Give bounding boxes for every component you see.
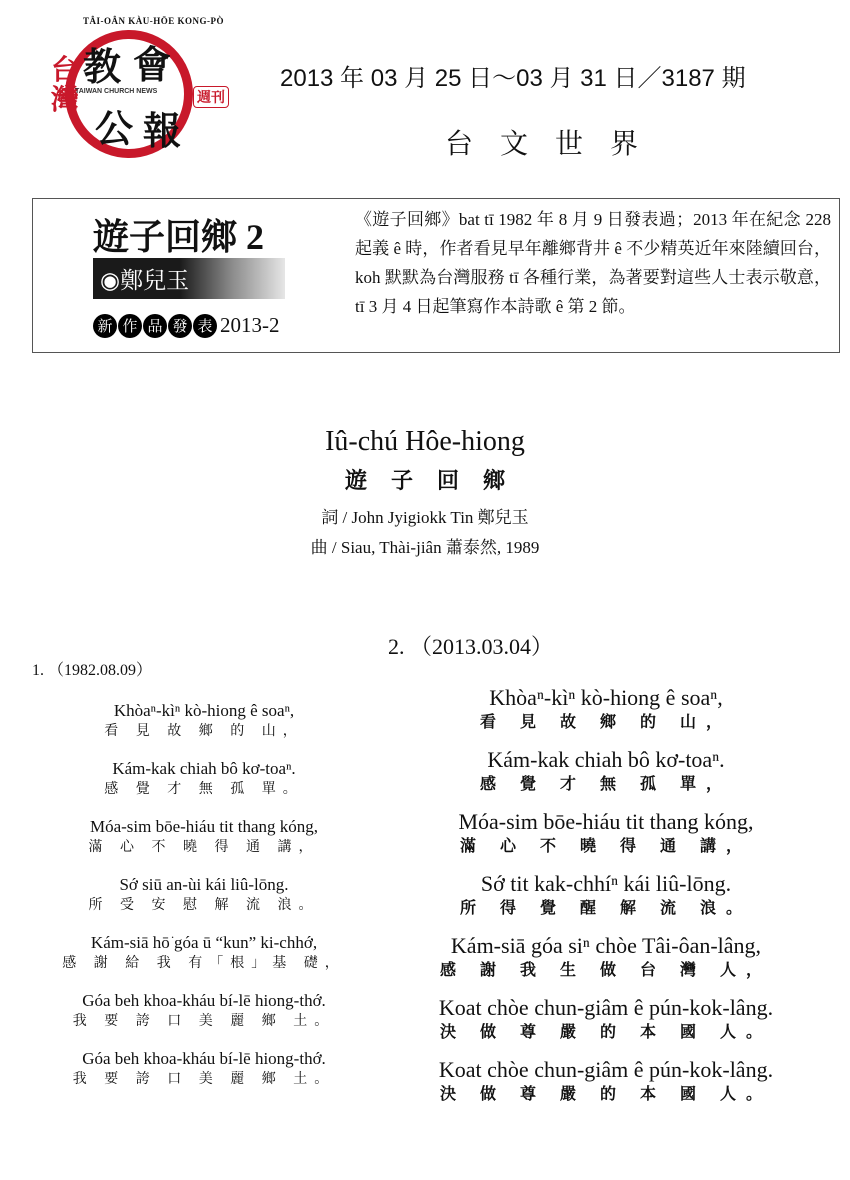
romanized-lyric: Móa-sim bōe-hiáu tit thang kóng, [89, 817, 319, 836]
romanized-lyric: Koat chòe chun-giâm ê pún-kok-lâng. [438, 995, 774, 1020]
newspaper-logo [51, 16, 255, 166]
chinese-lyric: 滿 心 不 曉 得 通 講， [459, 838, 752, 855]
verse-line [376, 808, 836, 858]
song-title-romanized: Iû-chú Hôe-hiong [325, 426, 525, 457]
poem-box-title: 遊子回鄉 2 [93, 217, 265, 257]
chinese-lyric: 決 做 尊 嚴 的 本 國 人。 [439, 1024, 772, 1041]
romanized-lyric: Kám-siā góa siⁿ chòe Tâi-ôan-lâng, [450, 933, 762, 958]
verse-1 [24, 700, 384, 1106]
romanized-lyric: Sớ tit kak-chhíⁿ kái liû-lōng. [480, 871, 732, 896]
chinese-lyric: 滿 心 不 曉 得 通 講， [88, 840, 320, 855]
romanized-lyric: Móa-sim bōe-hiáu tit thang kóng, [458, 809, 754, 834]
author-name: ◉鄭兒玉 [100, 267, 190, 293]
issue-date: 2013 年 03 月 25 日～03 月 31 日／3187 期 [280, 65, 746, 92]
logo-char-4: 報 [143, 111, 182, 153]
chinese-lyric: 看 見 故 鄉 的 山， [479, 714, 732, 731]
verse-line [24, 874, 384, 916]
romanized-lyric: Sớ siū an-ùi kái liû-lōng. [119, 875, 289, 894]
verse-line [24, 1048, 384, 1090]
verse-line [376, 932, 836, 982]
chinese-lyric: 決 做 尊 嚴 的 本 國 人。 [439, 1086, 772, 1103]
chinese-lyric: 感 謝 給 我 有「根」基 礎， [62, 956, 346, 971]
new-works-label [93, 313, 280, 338]
romanized-lyric: Koat chòe chun-giâm ê pún-kok-lâng. [438, 1057, 774, 1082]
new-works-char: 品 [143, 314, 167, 338]
chinese-lyric: 感 謝 我 生 做 台 灣 人， [439, 962, 772, 979]
chinese-lyric: 感 覺 才 無 孤 單。 [104, 782, 304, 797]
chinese-lyric: 看 見 故 鄉 的 山， [104, 724, 304, 739]
logo-weekly-badge: 週刊 [193, 86, 229, 108]
chinese-lyric: 所 受 安 慰 解 流 浪。 [88, 898, 320, 913]
author-banner [93, 258, 285, 299]
new-works-char: 表 [193, 314, 217, 338]
chinese-lyric: 我 要 誇 口 美 麗 鄉 土。 [72, 1072, 336, 1087]
verse-line [376, 994, 836, 1044]
verse-line [376, 1056, 836, 1106]
romanized-lyric: Kám-kak chiah bô kơ-toaⁿ. [487, 747, 725, 772]
new-works-year: 2013-2 [220, 313, 280, 337]
logo-romanized-title: TÂI-OÂN KÀU-HŌE KONG-PÒ [83, 16, 224, 26]
romanized-lyric: Góa beh khoa-kháu bí-lē hiong-thớ. [82, 1049, 326, 1068]
romanized-lyric: Góa beh khoa-kháu bí-lē hiong-thớ. [82, 991, 326, 1010]
romanized-lyric: Kám-siā hō͘ góa ū “kun” ki-chhớ, [90, 933, 318, 952]
verse-line [376, 870, 836, 920]
intro-box [32, 198, 840, 353]
logo-char-2: 會 [133, 45, 172, 87]
verse-line [24, 758, 384, 800]
song-title-chinese: 遊子回鄉 [344, 468, 529, 493]
logo-side-text: 台灣 [51, 55, 80, 116]
verse-line [24, 700, 384, 742]
new-works-char: 作 [118, 314, 142, 338]
verse-1-heading: 1. （1982.08.09） [32, 662, 153, 679]
section-title: 台 文 世 界 [445, 129, 649, 160]
chinese-lyric: 感 覺 才 無 孤 單， [479, 776, 732, 793]
verse-line [376, 746, 836, 796]
romanized-lyric: Kám-kak chiah bô kơ-toaⁿ. [112, 759, 296, 778]
lyrics-credit: 詞 / John Jyigiokk Tin 鄭兒玉 [321, 508, 529, 527]
chinese-lyric: 我 要 誇 口 美 麗 鄉 土。 [72, 1014, 336, 1029]
music-credit: 曲 / Siau, Thài-jiân 蕭泰然, 1989 [310, 538, 540, 557]
new-works-char: 發 [168, 314, 192, 338]
verse-line [24, 990, 384, 1032]
verse-line [24, 932, 384, 974]
chinese-lyric: 所 得 覺 醒 解 流 浪。 [459, 900, 752, 917]
romanized-lyric: Khòaⁿ-kìⁿ kò-hiong ê soaⁿ, [113, 701, 295, 720]
logo-char-1: 教 [83, 47, 122, 89]
logo-english-title: TAIWAN CHURCH NEWS [75, 88, 158, 95]
intro-paragraph: 《遊子回鄉》bat tī 1982 年 8 月 9 日發表過；2013 年在紀念 228 起義 ê 時，作者看見早年離鄉背井 ê 不少精英近年來陸續回台，koh 默默為台灣服務 tī 各種行業，為著要對這些人士表示敬意，tī 3 月 4 日起筆寫作本詩歌 ê 第 2 節。 [355, 210, 831, 316]
verse-line [376, 684, 836, 734]
verse-line [24, 816, 384, 858]
logo-char-3: 公 [95, 109, 134, 151]
new-works-char: 新 [93, 314, 117, 338]
romanized-lyric: Khòaⁿ-kìⁿ kò-hiong ê soaⁿ, [489, 685, 723, 710]
verse-2 [376, 684, 836, 1118]
verse-2-heading: 2. （2013.03.04） [388, 634, 554, 659]
